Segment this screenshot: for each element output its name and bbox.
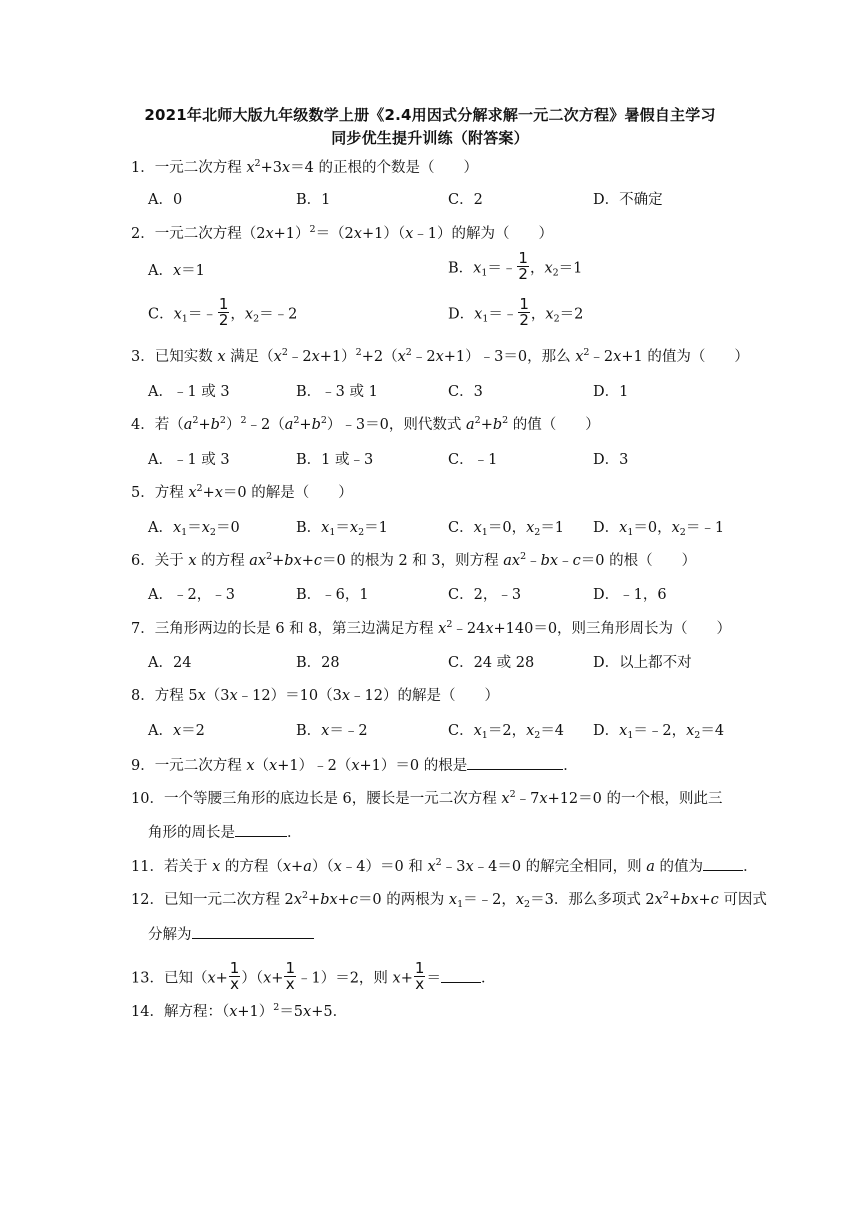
question-7-option-d: D．以上都不对 xyxy=(593,655,692,671)
question-6-option-a: A．﹣2，﹣3 xyxy=(148,587,235,603)
question-7-option-c: C．24 或 28 xyxy=(448,655,535,671)
question-1-option-c: C．2 xyxy=(448,192,483,208)
question-1-option-a: A．0 xyxy=(148,192,183,208)
question-3-option-a: A．﹣1 或 3 xyxy=(148,384,230,400)
document-title-line1: 2021年北师大版九年级数学上册《2.4用因式分解求解一元二次方程》暑假自主学习 xyxy=(144,106,716,124)
answer-blank[interactable] xyxy=(192,924,314,939)
question-8: 8．方程 5x（3x﹣12）＝10（3x﹣12）的解是（ ） xyxy=(131,688,499,704)
question-5-option-c: C．$x_1=0$，$x_2=1$ xyxy=(448,520,565,538)
question-12-continued: 分解为 xyxy=(148,924,314,945)
answer-blank[interactable] xyxy=(235,822,287,837)
question-3-option-c: C．3 xyxy=(448,384,483,400)
question-9: 9．一元二次方程 x（x+1）﹣2（x+1）＝0 的根是 ． xyxy=(131,755,578,776)
question-6-option-c: C．2，﹣3 xyxy=(448,587,522,603)
question-2-option-b: B．$x_1=﹣$ $\frac{1}{2}$ ，$x_2=1$ xyxy=(448,249,583,283)
question-1-option-d: D．不确定 xyxy=(593,192,663,208)
answer-blank[interactable] xyxy=(441,968,481,983)
question-2-option-d: D．$x_1=﹣$ $\frac{1}{2}$ ，$x_2=2$ xyxy=(448,295,584,329)
question-7-option-a: A．24 xyxy=(148,655,192,671)
question-3-option-b: B．﹣3 或 1 xyxy=(296,384,378,400)
question-10-continued: 角形的周长是 ． xyxy=(148,822,302,843)
question-2: 2．一元二次方程$(2x+1)^2=(2x+1)(x﹣1)$的解为（ ） xyxy=(131,224,554,242)
answer-blank[interactable] xyxy=(703,856,743,871)
question-1-option-b: B．1 xyxy=(296,192,331,208)
question-5-option-d: D．$x_1=0$，$x_2=﹣1$ xyxy=(593,520,725,538)
question-6-option-b: B．﹣6，1 xyxy=(296,587,369,603)
question-3-option-d: D．1 xyxy=(593,384,629,400)
question-7-option-b: B．28 xyxy=(296,655,340,671)
question-13: 13．已知（x+ $\frac{1}{x}$ ）（x+ $\frac{1}{x}$ ﹣1）＝2，则 x+ $\frac{1}{x}$ ＝ ． xyxy=(131,959,496,993)
question-6-option-d: D．﹣1，6 xyxy=(593,587,667,603)
question-11: 11．若关于 x 的方程（x+a）（x﹣4）＝0 和 $x^2﹣3x﹣4=0$ 的解完全相同，则 a 的值为 ． xyxy=(131,857,758,875)
question-1: 1．一元二次方程 $x^2+3x=4$ 的正根的个数是（ ） xyxy=(131,158,478,176)
question-7: 7．三角形两边的长是 6 和 8，第三边满足方程 $x^2﹣24x+140=0$，则三角形周长为（ ） xyxy=(131,619,732,637)
question-4: 4．若$(a^2+b^2)^2﹣2(a^2+b^2)﹣3=0$，则代数式 $a^2+b^2$ 的值（ ） xyxy=(131,415,600,433)
answer-blank[interactable] xyxy=(467,755,563,770)
question-2-option-a: A．x＝1 xyxy=(148,263,205,279)
question-8-option-d: D．$x_1=﹣2$，$x_2=4$ xyxy=(593,723,725,741)
question-14: 14．解方程：$(x+1)^2=5x+5$． xyxy=(131,1002,348,1020)
question-5-option-a: A．$x_1=x_2=0$ xyxy=(148,520,240,538)
question-6: 6．关于 x 的方程 $ax^2+bx+c=0$ 的根为 2 和 3，则方程 $ax^2﹣bx﹣c=0$ 的根（ ） xyxy=(131,551,697,569)
question-4-option-d: D．3 xyxy=(593,452,629,468)
question-5-option-b: B．$x_1=x_2=1$ xyxy=(296,520,388,538)
question-8-option-c: C．$x_1=2$，$x_2=4$ xyxy=(448,723,565,741)
question-12: 12．已知一元二次方程 $2x^2+bx+c=0$ 的两根为 $x_1=﹣2$，$x_2=3$．那么多项式 $2x^2+bx+c$ 可因式 xyxy=(131,890,767,910)
question-8-option-b: B．x＝﹣2 xyxy=(296,723,368,739)
question-4-option-a: A．﹣1 或 3 xyxy=(148,452,230,468)
question-8-option-a: A．x＝2 xyxy=(148,723,205,739)
question-10: 10．一个等腰三角形的底边长是 6，腰长是一元二次方程 $x^2﹣7x+12=0$ 的一个根，则此三 xyxy=(131,789,723,807)
question-2-option-c: C．$x_1=﹣$ $\frac{1}{2}$ ，$x_2=﹣2$ xyxy=(148,295,298,329)
question-4-option-c: C．﹣1 xyxy=(448,452,498,468)
document-title-line2: 同步优生提升训练（附答案） xyxy=(331,129,529,147)
question-5: 5．方程 $x^2+x=0$ 的解是（ ） xyxy=(131,483,353,501)
question-4-option-b: B．1 或﹣3 xyxy=(296,452,374,468)
question-3: 3．已知实数 x 满足$(x^2﹣2x+1)^2+2(x^2﹣2x+1)﹣3=0$，那么 $x^2﹣2x+1$ 的值为（ ） xyxy=(131,347,749,365)
